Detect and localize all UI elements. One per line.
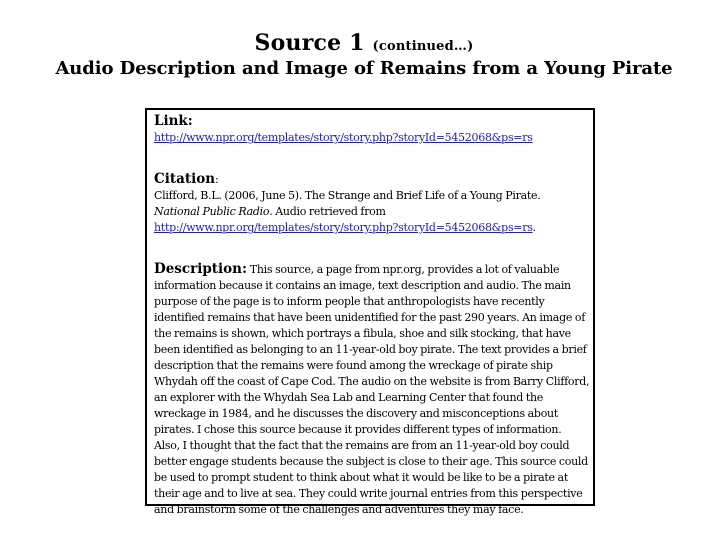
source-link[interactable]: http://www.npr.org/templates/story/story.php?storyId=5452068&ps=rs [154, 131, 533, 144]
citation-line1: Clifford, B.L. (2006, June 5). The Strange and Brief Life of a Young Pirate. [154, 189, 541, 202]
source-content [154, 113, 590, 518]
link-section [154, 113, 590, 146]
citation-colon: : [215, 173, 219, 186]
citation-period: . [532, 221, 536, 234]
description-text: This source, a page from npr.org, provides a lot of valuable information because it contains an image, text description and audio. The main purpose of the page is to inform people that anthropologists have recently identified remains that have been unidentified for the past 290 years. An image of the remains is shown, which portrays a fibula, shoe and silk stocking, that have been identified as belonging to an 11-year-old boy pirate. The text provides a brief description that the remains were found among the wreckage of pirate ship Whydah off the coast of Cape Cod. The audio on the website is from Barry Clifford, an explorer with the Whydah Sea Lab and Learning Center that found the wreckage in 1984, and he discusses the discovery and misconceptions about pirates. I chose this source because it provides different types of information. Also, I thought that the fact that the remains are from an 11-year-old boy could better engage students because the subject is close to their age. This source could be used to prompt student to think about what it would be like to be a pirate at their age and to live at sea. They could write journal entries from this perspective and brainstorm some of the challenges and adventures they may face. [154, 263, 590, 516]
description-colon: : [241, 261, 247, 277]
link-heading: Link: [154, 113, 193, 129]
citation-publication: National Public Radio [154, 205, 270, 218]
title-main: Source 1 [254, 30, 365, 56]
citation-section [154, 171, 590, 236]
page-title [0, 30, 728, 56]
citation-link[interactable]: http://www.npr.org/templates/story/story.php?storyId=5452068&ps=rs [154, 221, 533, 234]
page-subtitle: Audio Description and Image of Remains from a Young Pirate [55, 58, 673, 79]
title-continued: (continued…) [372, 39, 474, 54]
description-section [154, 261, 590, 518]
description-heading: Description [154, 261, 242, 277]
source-box [145, 108, 595, 516]
citation-retrieved: . Audio retrieved from [269, 205, 386, 218]
citation-heading: Citation [154, 171, 216, 187]
